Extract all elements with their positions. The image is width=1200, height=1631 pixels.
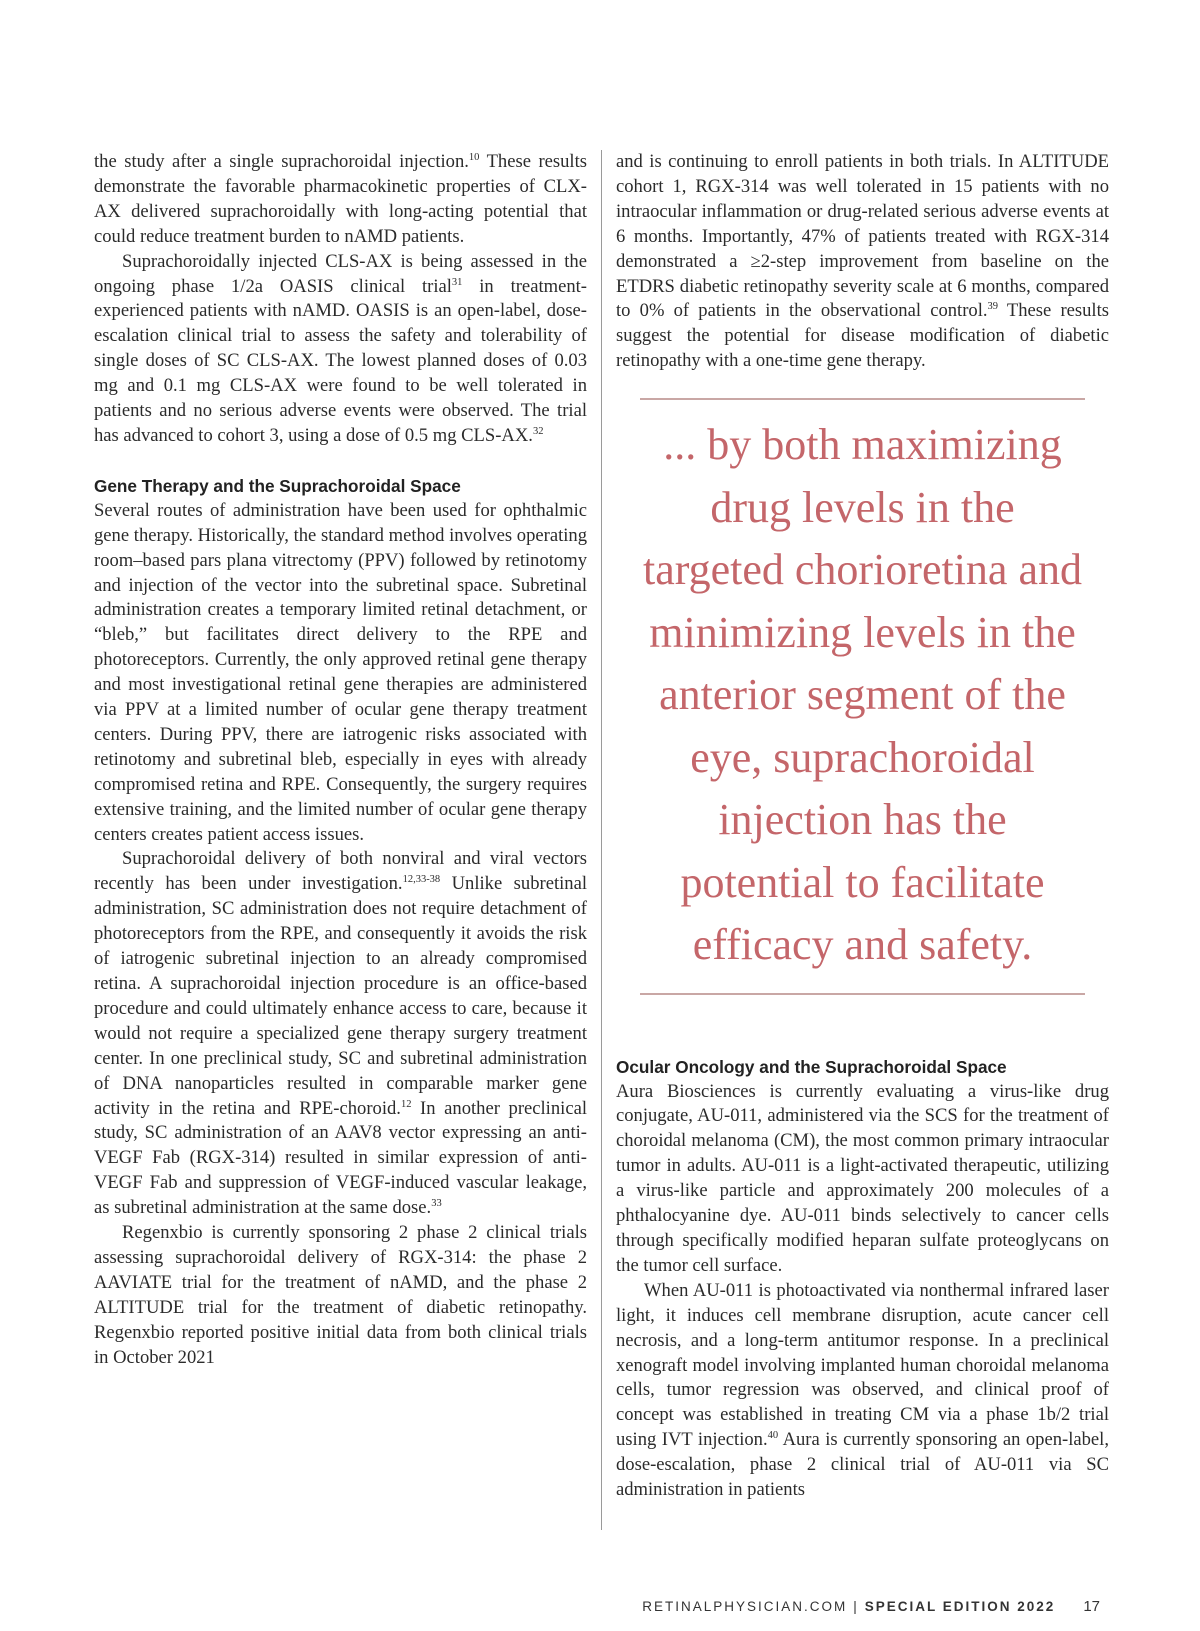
footer-site: RETINALPHYSICIAN.COM <box>642 1599 848 1614</box>
paragraph: Suprachoroidally injected CLS-AX is being assessed in the ongoing phase 1/2a OASIS clinical trial$^{31}$ in treatment-experienced patients with nAMD. OASIS is an open-label, dose-escalation clinical trial to assess the safety and tolerability of single doses of SC CLS-AX. The lowest planned doses of 0.03 mg and 0.1 mg CLS-AX were found to be well tolerated in patients and no serious adverse events were observed. The trial has advanced to cohort 3, using a dose of 0.5 mg CLS-AX.$^{32}$ <box>94 250 587 446</box>
paragraph: Suprachoroidal delivery of both nonviral and viral vectors recently has been under investigation.$^{12,33-38}$ Unlike subretinal administration, SC administration does not require detachment of photoreceptors from the RPE, and consequently it avoids the risk of iatrogenic subretinal injection to an already compromised retina. A suprachoroidal injection procedure is an office-based procedure and could ultimately enhance access to care, because it would not require a specialized gene therapy surgery treatment center. In one preclinical study, SC and subretinal administration of DNA nanoparticles resulted in comparable marker gene activity in the retina and RPE-choroid.$^{12}$ In another preclinical study, SC administration of an AAV8 vector expressing an anti-VEGF Fab (RGX-314) resulted in similar expression of anti-VEGF Fab and suppression of VEGF-induced vascular leakage, as subretinal administration at the same dose.$^{33}$ <box>94 848 587 1219</box>
paragraph: the study after a single suprachoroidal injection.$^{10}$ These results demonstrate the favorable pharmacokinetic properties of CLX-AX delivered suprachoroidally with long-acting potential that could reduce treatment burden to nAMD patients. <box>94 151 588 247</box>
paragraph: Aura Biosciences is currently evaluating a virus-like drug conjugate, AU-011, administered via the SCS for the treatment of choroidal melanoma (CM), the most common primary intraocular tumor in adults. AU-011 is a light-activated therapeutic, utilizing a virus-like particle and approximately 200 molecules of a phthalocyanine dye. AU-011 binds selectively to cancer cells through specifically modified heparan sulfate proteoglycans on the tumor cell surface. <box>616 1080 1109 1276</box>
footer-edition: SPECIAL EDITION 2022 <box>864 1599 1056 1614</box>
page-footer <box>600 1598 1100 1615</box>
paragraph: Several routes of administration have been used for ophthalmic gene therapy. Historically, the standard method involves operating room–based pars plana vitrectomy (PPV) followed by retinotomy and injection of the vector into the subretinal space. Subretinal administration creates a temporary limited retinal detachment, or “bleb,” but facilitates direct delivery to the RPE and photoreceptors. Currently, the only approved retinal gene therapy and most investigational retinal gene therapies are administered via PPV at a limited number of ocular gene therapy treatment centers. During PPV, there are iatrogenic risks associated with retinotomy and subretinal bleb, especially in eyes with already compromised retina and RPE. Consequently, the surgery requires extensive training, and the limited number of ocular gene therapy centers creates patient access issues. <box>94 499 587 845</box>
right-column <box>616 150 1109 1503</box>
footer-separator: | <box>853 1599 859 1614</box>
column-divider <box>601 150 602 1530</box>
paragraph: and is continuing to enroll patients in both trials. In ALTITUDE cohort 1, RGX-314 was well tolerated in 15 patients with no intraocular inflammation or drug-related serious adverse events at 6 months. Importantly, 47% of patients treated with RGX-314 demonstrated a ≥2-step improvement from baseline on the ETDRS diabetic retinopathy severity scale at 6 months, compared to 0% of patients in the observational control.$^{39}$ These results suggest the potential for disease modification of diabetic retinopathy with a one-time gene therapy. <box>616 151 1109 372</box>
section-heading-ocular-oncology: Ocular Oncology and the Suprachoroidal Space <box>616 1056 1007 1077</box>
page-number: 17 <box>1083 1598 1100 1615</box>
paragraph: Regenxbio is currently sponsoring 2 phase 2 clinical trials assessing suprachoroidal delivery of RGX-314: the phase 2 AAVIATE trial for the treatment of nAMD, and the phase 2 ALTITUDE trial for the treatment of diabetic retinopathy. Regenxbio reported positive initial data from both clinical trials in October 2021 <box>94 1222 587 1368</box>
paragraph: When AU-011 is photoactivated via nonthermal infrared laser light, it induces cell membrane disruption, acute cancer cell necrosis, and a long-term antitumor response. In a preclinical xenograft model involving implanted human choroidal melanoma cells, tumor regression was observed, and clinical proof of concept was established in treating CM via a phase 1b/2 trial using IVT injection.$^{40}$ Aura is currently sponsoring an open-label, dose-escalation, phase 2 clinical trial of AU-011 via SC administration in patients <box>616 1279 1109 1501</box>
pull-quote-text: ... by both maximizing drug levels in the targeted chorioretina and minimizing levels in the anterior segment of the eye, suprachoroidal injection has the potential to facilitate efficacy and safety. <box>643 420 1082 970</box>
left-column <box>94 150 587 1371</box>
section-heading-gene-therapy: Gene Therapy and the Suprachoroidal Space <box>94 475 461 496</box>
pull-quote <box>640 398 1085 995</box>
